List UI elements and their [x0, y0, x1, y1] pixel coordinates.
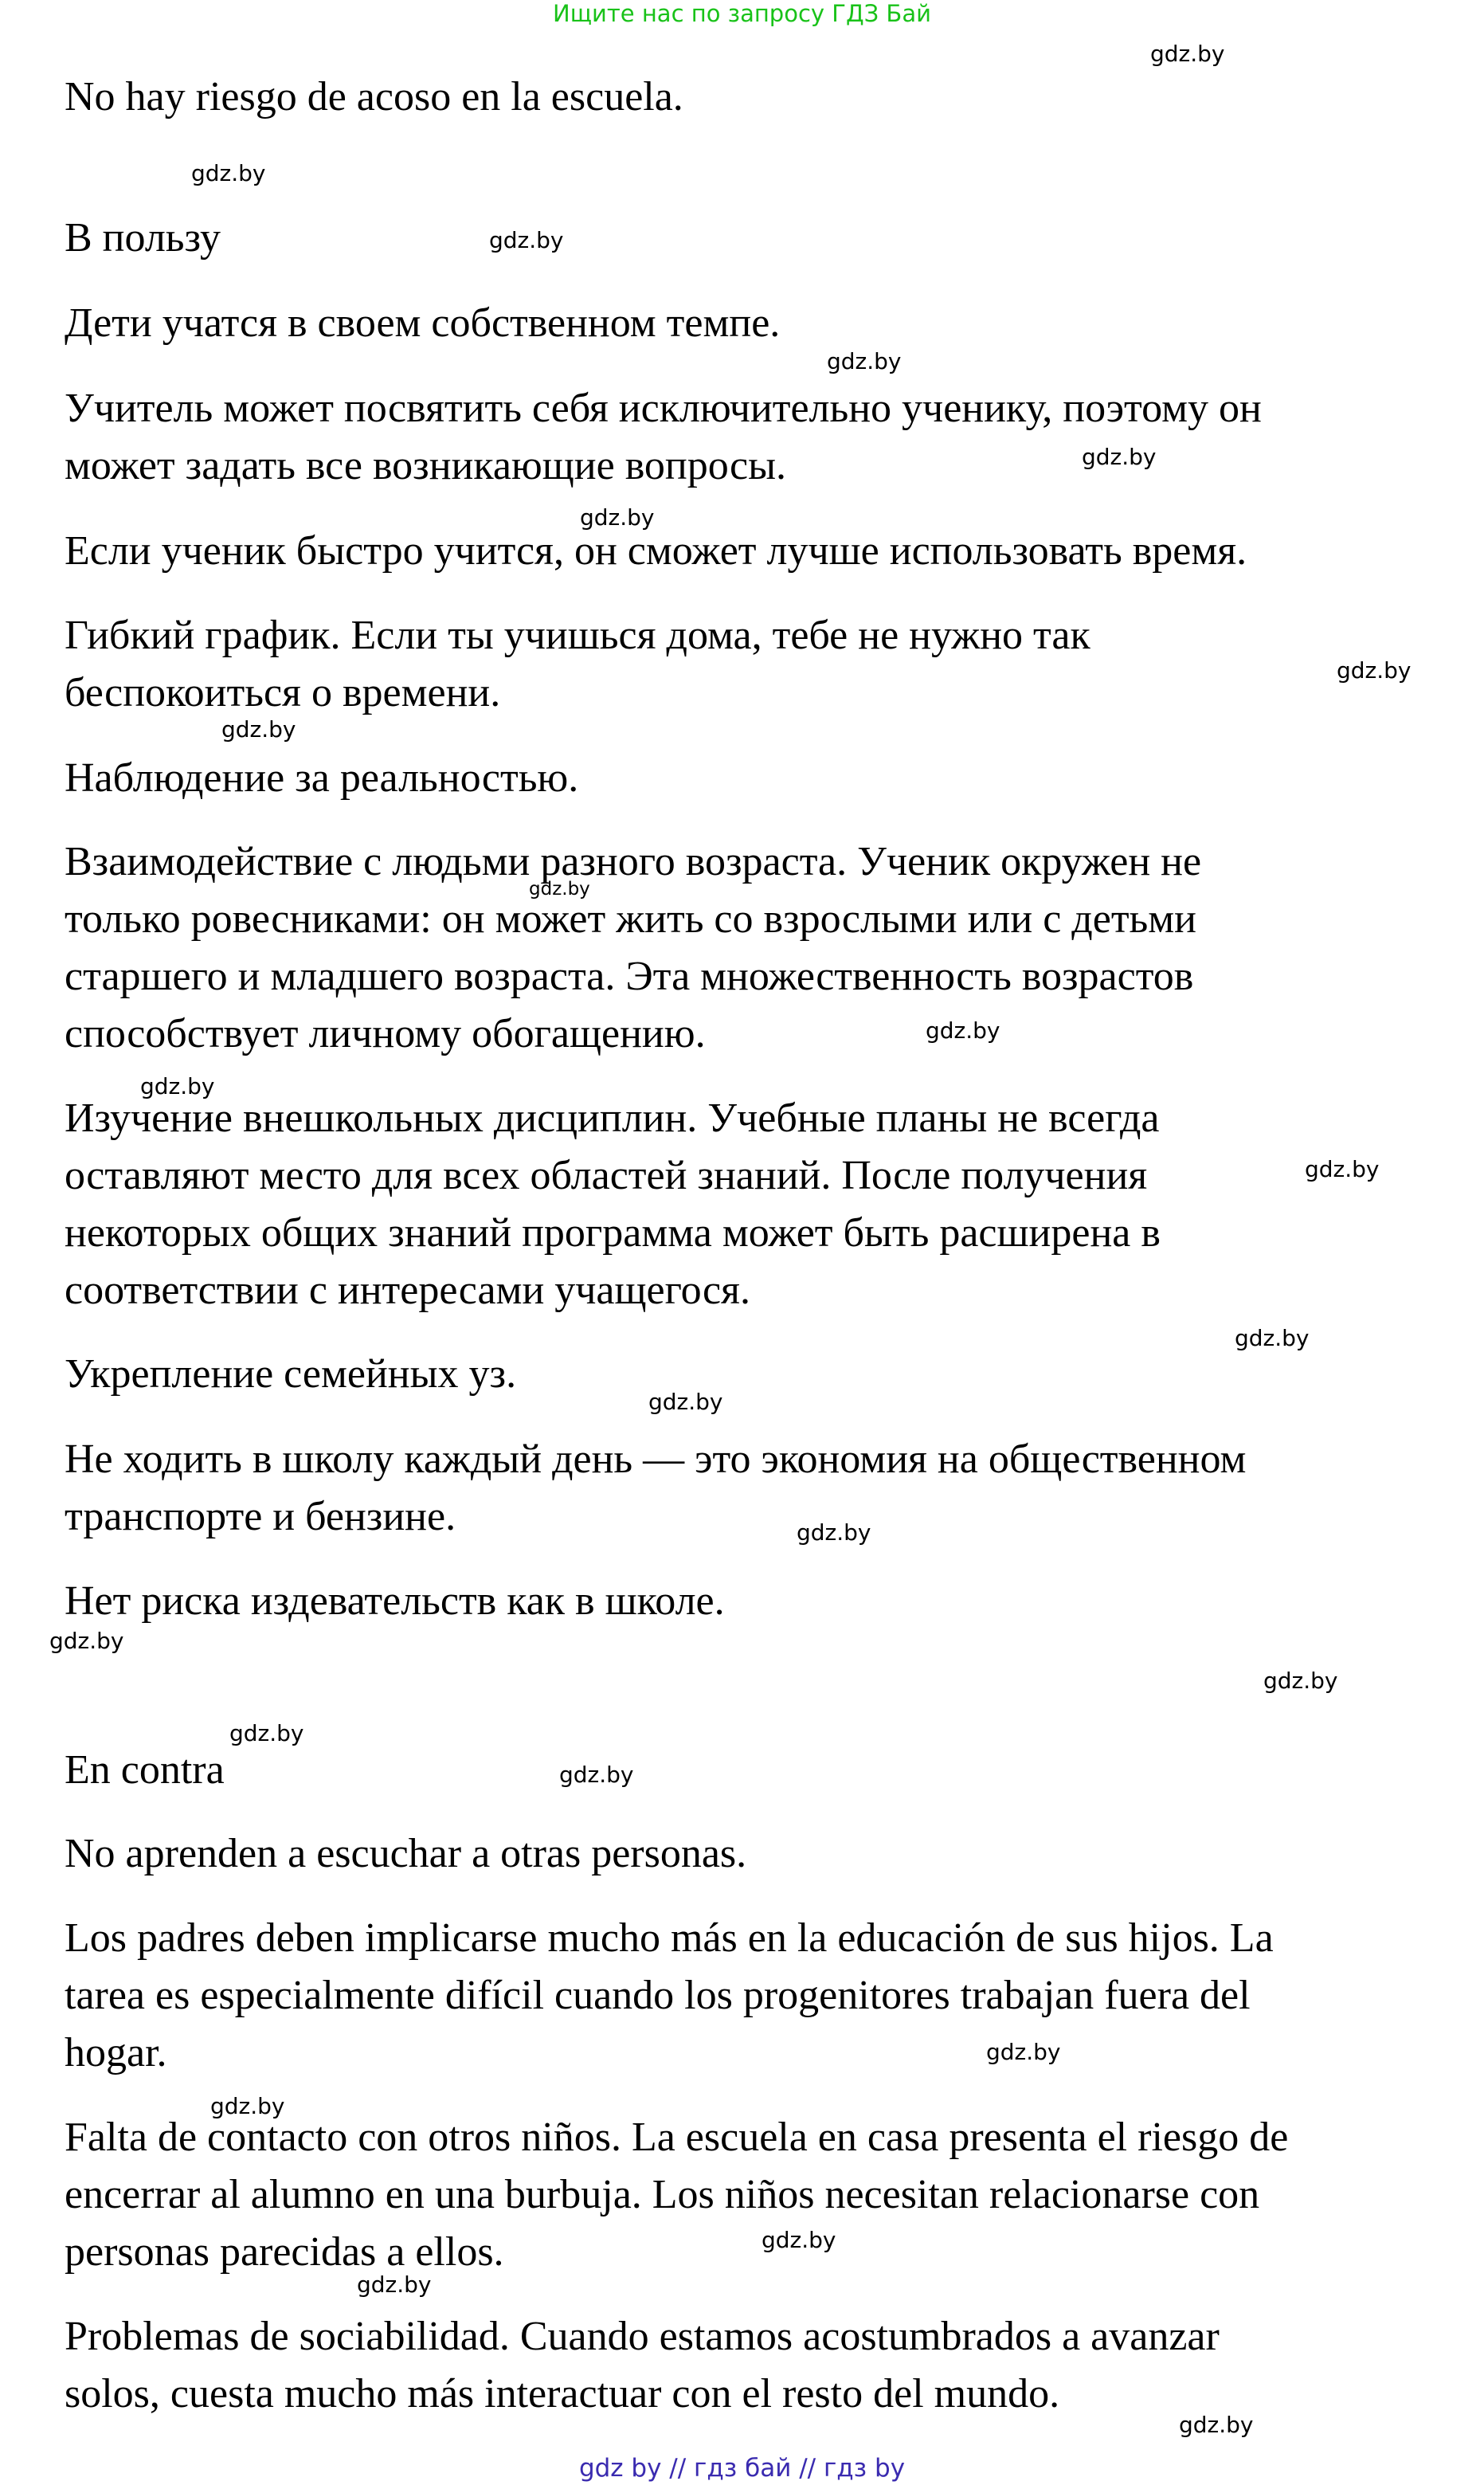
paragraph-line: старшего и младшего возраста. Эта множественность возрастов — [65, 954, 1194, 999]
paragraph-no-bullying-ru — [65, 1573, 1451, 1630]
header-search-link[interactable]: Ищите нас по запросу ГДЗ Бай — [553, 0, 931, 27]
heading-text: В пользу — [65, 215, 221, 261]
paragraph-line: Укрепление семейных уз. — [65, 1351, 517, 1397]
paragraph-line: Взаимодействие с людьми разного возраста. Ученик окружен не — [65, 839, 1202, 884]
paragraph-line: оставляют место для всех областей знаний. После получения — [65, 1153, 1148, 1198]
paragraph-line: Гибкий график. Если ты учишься дома, тебе не нужно так — [65, 613, 1090, 658]
watermark: gdz.by — [926, 1017, 1000, 1044]
section-heading-pros — [65, 210, 1451, 267]
paragraph-transport-savings — [65, 1431, 1451, 1546]
watermark: gdz.by — [1305, 1156, 1380, 1182]
paragraph-line: tarea es especialmente difícil cuando los progenitores trabajan fuera del — [65, 1973, 1251, 2018]
watermark: gdz.by — [986, 2039, 1061, 2065]
watermark: gdz.by — [1082, 444, 1157, 470]
watermark: gdz.by — [580, 504, 655, 531]
heading-text: En contra — [65, 1747, 225, 1793]
watermark: gdz.by — [1179, 2412, 1254, 2438]
footer-links[interactable]: gdz by // гдз бай // гдз by — [578, 2454, 906, 2483]
watermark: gdz.by — [357, 2271, 432, 2298]
paragraph-line: может задать все возникающие вопросы. — [65, 443, 787, 488]
paragraph-line: No aprenden a escuchar a otras personas. — [65, 1831, 747, 1876]
watermark: gdz.by — [229, 1720, 304, 1746]
watermark: gdz.by — [1337, 657, 1412, 684]
paragraph-line: только ровесниками: он может жить со взрослыми или с детьми — [65, 896, 1196, 942]
paragraph-line: Нет риска издевательств как в школе. — [65, 1578, 725, 1624]
paragraph-line: encerrar al alumno en una burbuja. Los niños necesitan relacionarse con — [65, 2172, 1260, 2217]
paragraph-line: Наблюдение за реальностью. — [65, 755, 579, 801]
watermark: gdz.by — [827, 348, 902, 374]
paragraph-flexible-schedule — [65, 607, 1451, 722]
paragraph-line: транспорте и бензине. — [65, 1494, 456, 1539]
paragraph-line: Los padres deben implicarse mucho más en la educación de sus hijos. La — [65, 1915, 1274, 1961]
paragraph-line: соответствии с интересами учащегося. — [65, 1268, 750, 1313]
paragraph-extracurricular — [65, 1090, 1451, 1319]
paragraph-line: Если ученик быстро учится, он сможет лучше использовать время. — [65, 528, 1247, 574]
paragraph-sociability — [65, 2308, 1451, 2423]
watermark: gdz.by — [191, 160, 266, 186]
watermark: gdz.by — [210, 2093, 285, 2119]
watermark: gdz.by — [648, 1389, 723, 1415]
paragraph-own-pace — [65, 295, 1451, 352]
watermark: gdz.by — [49, 1628, 124, 1654]
paragraph-line: Не ходить в школу каждый день — это экономия на общественном — [65, 1437, 1247, 1482]
paragraph-family-bonds — [65, 1346, 1451, 1403]
paragraph-line: Problemas de sociabilidad. Cuando estamos acostumbrados a avanzar — [65, 2314, 1220, 2359]
paragraph-line: Дети учатся в своем собственном темпе. — [65, 300, 781, 346]
watermark: gdz.by — [1263, 1668, 1338, 1694]
paragraph-line: solos, cuesta mucho más interactuar con el resto del mundo. — [65, 2371, 1060, 2416]
watermark: gdz.by — [762, 2227, 836, 2253]
paragraph-line: Falta de contacto con otros niños. La escuela en casa presenta el riesgo de — [65, 2115, 1289, 2160]
paragraph-line: беспокоиться о времени. — [65, 670, 501, 715]
watermark: gdz.by — [797, 1519, 871, 1546]
paragraph-age-interaction — [65, 833, 1451, 1063]
watermark: gdz.by — [1235, 1325, 1310, 1351]
paragraph-reality-observation — [65, 750, 1451, 807]
watermark: gdz.by — [1150, 41, 1225, 67]
watermark: gdz.by — [140, 1073, 215, 1099]
paragraph-teacher-dedication — [65, 380, 1451, 495]
paragraph-line: No hay riesgo de acoso en la escuela. — [65, 74, 683, 120]
watermark: gdz.by — [489, 227, 564, 253]
watermark: gdz.by — [221, 716, 296, 743]
paragraph-no-bullying — [65, 69, 1451, 126]
paragraph-line: Учитель может посвятить себя исключительно ученику, поэтому он — [65, 386, 1262, 431]
paragraph-parents-involvement — [65, 1910, 1451, 2082]
paragraph-line: personas parecidas a ellos. — [65, 2229, 504, 2275]
section-heading-cons — [65, 1742, 1451, 1799]
paragraph-line: hogar. — [65, 2030, 167, 2075]
paragraph-lack-contact — [65, 2109, 1451, 2281]
paragraph-listen-others — [65, 1825, 1451, 1883]
paragraph-line: некоторых общих знаний программа может быть расширена в — [65, 1210, 1161, 1256]
paragraph-line: Изучение внешкольных дисциплин. Учебные планы не всегда — [65, 1096, 1160, 1141]
paragraph-use-time — [65, 523, 1451, 580]
paragraph-line: способствует личному обогащению. — [65, 1011, 706, 1056]
watermark: gdz.by — [559, 1762, 634, 1788]
watermark: gdz.by — [529, 879, 590, 900]
